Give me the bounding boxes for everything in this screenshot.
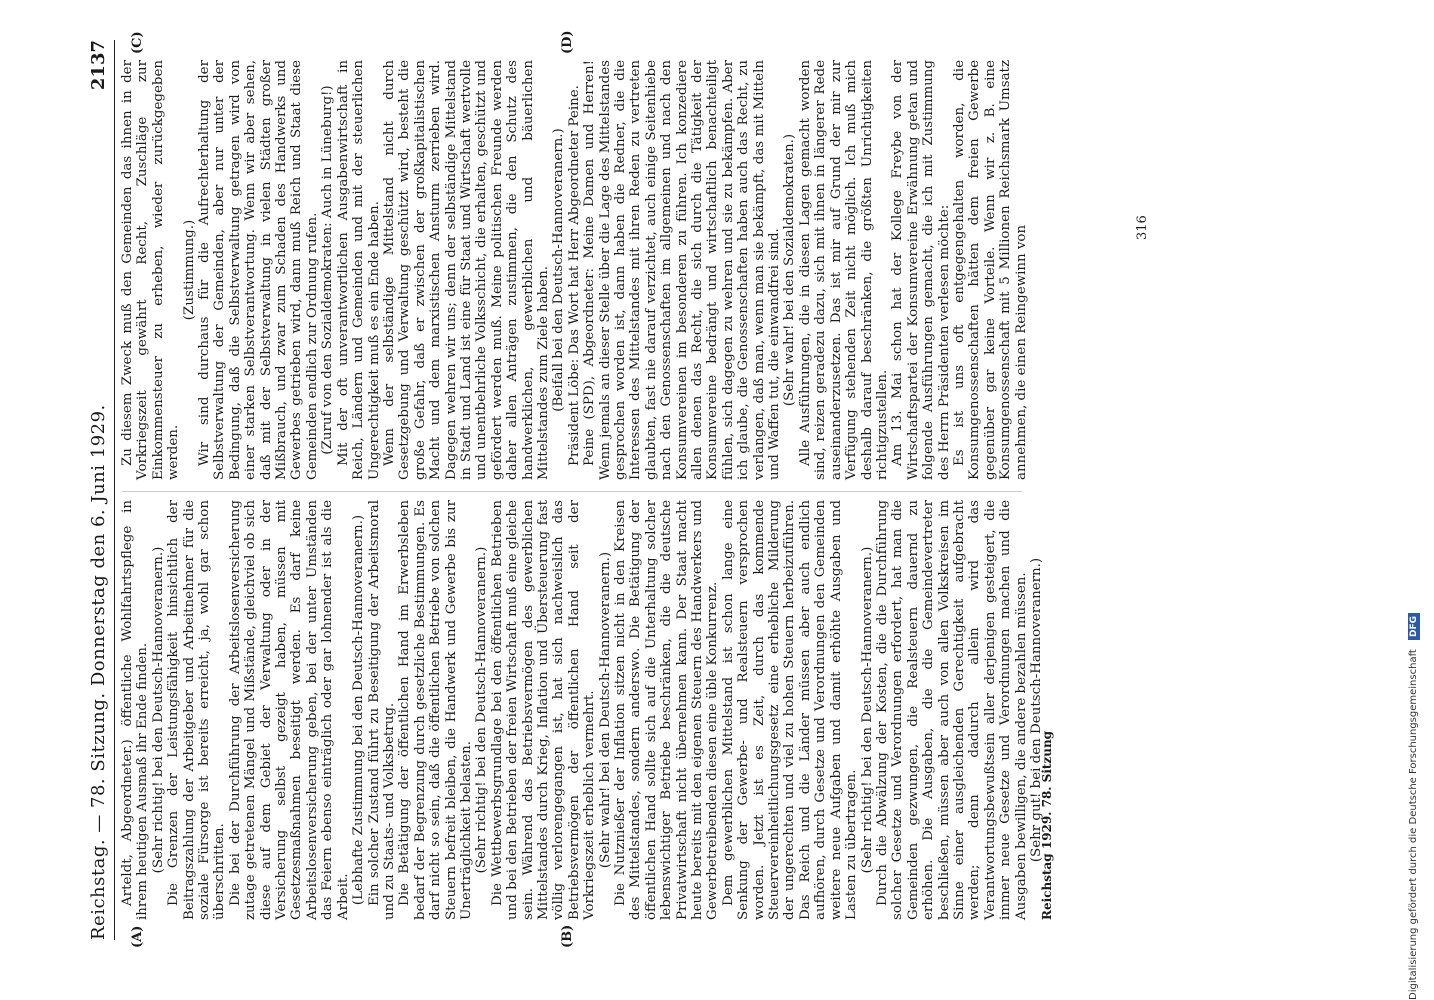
paragraph: Ein solcher Zustand führt zu Beseitigung der Arbeitsmoral und zu Staats- und Volksbetrug. <box>366 500 397 920</box>
paragraph: (Sehr richtig! bei den Deutsch-Hannoveranern.) <box>859 546 875 874</box>
paragraph: (Sehr wahr! bei den Sozialdemokraten.) <box>782 133 798 407</box>
header-rule <box>114 40 115 940</box>
margin-marker-d: (D) <box>560 30 575 54</box>
paragraph: Wenn der selbständige Mittelstand nicht durch Gesetzgebung und Verwaltung geschützt wird, besteht die große Gefahr, daß er zwischen der großkapitalistischen Macht und dem marxistischen Ansturm zerrieben wird. Dagegen wehren wir uns; denn der selbständige Mittelstand in Stadt und Land ist eine für Staat und Wirtschaft wertvolle und unentbehrliche Volksschicht, die erhalten, geschützt und gefördert werden muß. Meine politischen Freunde werden daher allen Anträgen zustimmen, die den Schutz des handwerklichen, gewerblichen und bäuerlichen Mittelstandes zum Ziele haben. <box>381 60 551 480</box>
paragraph: Mit der oft unverantwortlichen Ausgabenwirtschaft in Reich, Ländern und Gemeinden und mit der steuerlichen Ungerechtigkeit muß es ein Ende haben. <box>335 60 382 480</box>
paragraph: (Lebhafte Zustimmung bei den Deutsch-Hannoveranern.) <box>351 514 367 906</box>
margin-marker-c: (C) <box>130 31 145 54</box>
paragraph: Die Nutznießer der Inflation sitzen nicht in den Kreisen des Mittelstandes, sondern anderswo. Die Betätigung der öffentlichen Hand sollte sich auf die Unterhaltung solcher lebenswichtiger Betriebe beschränken, die die deutsche Privatwirtschaft nicht übernehmen kann. Der Staat macht heute bereits mit den eigenen Steuern des Handwerkers und Gewerbetreibenden diesen eine üble Konkurrenz. <box>613 500 721 920</box>
paragraph: (Zuruf von den Sozialdemokraten: Auch in Lüneburg!) <box>320 85 336 455</box>
paragraph: Wir sind durchaus für die Aufrechterhaltung der Selbstverwaltung der Gemeinden, aber nur unter der Bedingung, daß die Selbstverwaltung getragen wird von einer starken Selbstverantwortung. Wenn wir aber sehen, daß mit der Selbstverwaltung in vielen Städten großer Mißbrauch, und zwar zum Schaden des Handwerks und Gewerbes getrieben wird, dann muß Reich und Staat diese Gemeinden endlich zur Ordnung rufen. <box>197 60 320 480</box>
paragraph: Es ist uns oft entgegengehalten worden, die Konsumgenossenschaften hätten dem freien Gewerbe gegenüber gar keine Vorteile. Wenn wir z. B. eine Konsumgenossenschaft mit 5 Millionen Reichsmark Umsatz annehmen, die einen Reingewinn von <box>951 60 1029 480</box>
running-header: Reichstag. — 78. Sitzung. Donnerstag den 6. Juni 1929. <box>88 404 109 940</box>
footer-publication-line: Reichstag 1929. 78. Sitzung <box>1040 730 1054 920</box>
column-separator <box>122 491 1022 492</box>
dfg-logo: DFG <box>1408 613 1420 640</box>
paragraph: Dem gewerblichen Mittelstand ist schon lange eine Senkung der Gewerbe- und Realsteuern versprochen worden. Jetzt ist es Zeit, durch das kommende Steuervereinheitlichungsgesetz eine erhebliche Milderung der ungerechten und viel zu hohen Steuern herbeizuführen. Das Reich und die Länder müssen aber auch endlich aufhören, durch Gesetze und Verordnungen den Gemeinden weitere neue Aufgaben und damit erhöhte Ausgaben und Lasten zu übertragen. <box>720 500 860 920</box>
paragraph: (Sehr gut! bei den Deutsch-Hannoveranern.) <box>1028 557 1044 863</box>
margin-marker-b: (B) <box>560 924 575 948</box>
paragraph: Die Wettbewerbsgrundlage bei den öffentlichen Betrieben und bei den Betrieben der freien Wirtschaft muß eine gleiche sein. Während das Betriebsvermögen des gewerblichen Mittelstandes durch Krieg, Inflation und Übersteuerung fast völlig verlorengegangen ist, hat sich nachweislich das Betriebsvermögen der öffentlichen Hand seit der Vorkriegszeit erheblich vermehrt. <box>489 500 598 920</box>
page-number: 2137 <box>88 40 109 91</box>
paragraph: (Sehr richtig! bei den Deutsch-Hannoveranern.) <box>150 546 166 874</box>
page-header <box>88 40 112 940</box>
paragraph: (Zustimmung.) <box>181 219 197 321</box>
paragraph: Am 13. Mai schon hat der Kollege Freybe von der Wirtschaftspartei der Konsumvereine Erwähnung getan und folgende Ausführungen gemacht, die ich mit Zustimmung des Herrn Präsidenten verlesen möchte: <box>890 60 952 480</box>
paragraph: Die Grenzen der Leistungsfähigkeit hinsichtlich der Beitragszahlung der Arbeitgeber und Arbeitnehmer für die soziale Fürsorge ist bereits erreicht, ja, wohl gar schon überschritten. <box>166 500 228 920</box>
paragraph: (Beifall bei den Deutsch-Hannoveranern.) <box>551 128 567 412</box>
paragraph: Zu diesem Zweck muß den Gemeinden das ihnen in der Vorkriegszeit gewährt Recht, Zuschläge zur Einkommensteuer zu erheben, wieder zurückgegeben werden. <box>120 60 182 480</box>
side-credit <box>1408 20 1420 1000</box>
margin-marker-a: (A) <box>130 925 145 948</box>
side-credit-strip <box>1408 0 1430 1000</box>
paragraph: Die Betätigung der öffentlichen Hand im Erwerbsleben bedarf der Begrenzung durch gesetzliche Bestimmungen. Es darf nicht so sein, daß die öffentlichen Betriebe von solchen Steuern befreit bleiben, die Handwerk und Gewerbe bis zur Unerträglichkeit belasten. <box>397 500 474 920</box>
paragraph: Präsident Löbe: Das Wort hat Herr Abgeordneter Peine. <box>566 85 582 466</box>
paragraph: Arteldt, Abgeordneter.) öffentliche Wohlfahrtspflege in ihrem heutigen Ausmaß ihr Ende finden. <box>120 500 151 920</box>
digitization-credit: Digitalisierung gefördert durch die Deutsche Forschungsgemeinschaft <box>1408 649 1419 1000</box>
paragraph: Durch die Abwälzung der Kosten, die die Durchführung solcher Gesetze und Verordnungen erfordert, hat man die Gemeinden gezwungen, die Realsteuern dauernd zu erhöhen. Die Ausgaben, die die Gemeindevertreter beschließen, müssen aber auch von allen Volkskreisen im Sinne einer ausgleichenden Gerechtigkeit aufgebracht werden; denn dadurch allein wird das Verantwortungsbewußtsein aller derjenigen gesteigert, die immer neue Gesetze und Verordnungen machen und die Ausgaben bewilligen, die andere bezahlen müssen. <box>874 500 1029 920</box>
sheet-marker: 316 <box>1135 215 1150 240</box>
paragraph: Peine (SPD), Abgeordneter: Meine Damen und Herren! Wenn jemals an dieser Stelle über die Lage des Mittelstandes gesprochen worden ist, dann haben die Redner, die die Interessen des Mittelstandes mit ihren Reden zu vertreten glaubten, fast nie darauf verzichtet, auch einige Seitenhiebe nach den Genossenschaften im allgemeinen und nach den Konsumvereinen im besonderen zu führen. Ich konzediere allen denen das Recht, die sich durch die Tätigkeit der Konsumvereine bedrängt und wirtschaftlich benachteiligt fühlen, sich dagegen zu wehren und sie zu bekämpfen. Aber ich glaube, die Genossenschaften haben auch das Recht, zu verlangen, daß man, wenn man sie bekämpft, das mit Mitteln und Waffen tut, die einwandfrei sind. <box>582 60 783 480</box>
paragraph: (Sehr richtig! bei den Deutsch-Hannoveranern.) <box>474 546 490 874</box>
paragraph: (Sehr wahr! bei den Deutsch-Hannoveranern.) <box>597 551 613 869</box>
paragraph: Die bei der Durchführung der Arbeitslosenversicherung zutage getretenen Mängel und Mißstände, gleichviel ob sich diese auf dem Gebiet der Verwaltung oder in der Versicherung selbst gezeigt haben, müssen mit Gesetzesmaßnahmen beseitigt werden. Es darf keine Arbeitslosenversicherung geben, bei der unter Umständen das Feiern ebenso einträglich oder gar lohnender ist als die Arbeit. <box>227 500 351 920</box>
text-column-left <box>120 500 1044 920</box>
paragraph: Alle Ausführungen, die in diesen Lagen gemacht worden sind, reizen geradezu dazu, sich mit ihnen in längerer Rede auseinanderzusetzen. Das ist mir auf Grund der mir zur Verfügung stehenden Zeit nicht möglich. Ich muß mich deshalb darauf beschränken, die größten Unrichtigkeiten richtigzustellen. <box>797 60 890 480</box>
text-column-right <box>120 60 1029 480</box>
